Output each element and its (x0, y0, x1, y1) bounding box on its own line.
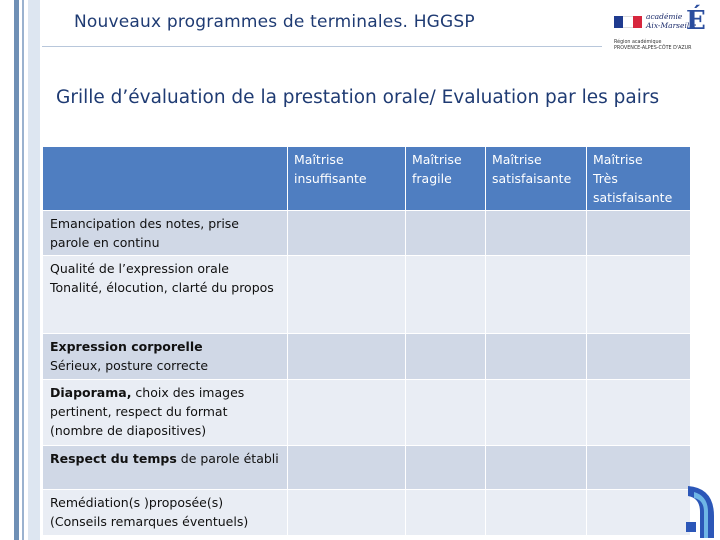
rating-cell[interactable] (406, 380, 486, 446)
header-title: Nouveaux programmes de terminales. HGGSP (74, 12, 475, 32)
table-row (43, 256, 691, 334)
column-header-tres-satisfaisante: Maîtrise Très satisfaisante (587, 147, 691, 211)
table-row (43, 490, 691, 536)
rating-cell[interactable] (587, 211, 691, 256)
table-row (43, 211, 691, 256)
rating-cell[interactable] (587, 334, 691, 380)
rating-cell[interactable] (288, 446, 406, 490)
table-row (43, 446, 691, 490)
table-row (43, 334, 691, 380)
header-divider (42, 46, 602, 47)
rating-cell[interactable] (288, 211, 406, 256)
grid-header-row (43, 147, 691, 211)
criterion-cell: Qualité de l’expression orale Tonalité, élocution, clarté du propos (43, 256, 288, 334)
column-header-fragile: Maîtrise fragile (406, 147, 486, 211)
page-heading: Grille d’évaluation de la prestation orale/ Evaluation par les pairs (56, 87, 660, 108)
grid-header-empty (43, 147, 288, 211)
decorative-bar (22, 0, 24, 540)
criterion-cell: Emancipation des notes, prise parole en continu (43, 211, 288, 256)
rating-cell[interactable] (288, 380, 406, 446)
rating-cell[interactable] (288, 256, 406, 334)
criterion-cell: Remédiation(s )proposée(s) (Conseils remarques éventuels) (43, 490, 288, 536)
french-flag-icon (614, 16, 642, 28)
rating-cell[interactable] (486, 256, 587, 334)
decorative-bar (14, 0, 19, 540)
column-header-satisfaisante: Maîtrise satisfaisante (486, 147, 587, 211)
column-header-insuffisante: Maîtrise insuffisante (288, 147, 406, 211)
rating-cell[interactable] (587, 256, 691, 334)
criterion-cell: Expression corporelle Sérieux, posture correcte (43, 334, 288, 380)
rating-cell[interactable] (486, 446, 587, 490)
rating-cell[interactable] (486, 490, 587, 536)
decorative-bar (28, 0, 40, 540)
corner-decoration-icon (674, 482, 718, 538)
region-label: Région académique PROVENCE-ALPES-CÔTE D'AZUR (614, 40, 692, 51)
criterion-cell: Diaporama, choix des images pertinent, respect du format (nombre de diapositives) (43, 380, 288, 446)
rating-cell[interactable] (406, 334, 486, 380)
academy-logo (612, 6, 712, 52)
table-row (43, 380, 691, 446)
rating-cell[interactable] (486, 334, 587, 380)
criterion-cell: Respect du temps de parole établi (43, 446, 288, 490)
academy-name: académie Aix-Marseille (646, 12, 697, 30)
rating-cell[interactable] (486, 211, 587, 256)
academy-e-icon: É (686, 6, 706, 36)
rating-cell[interactable] (406, 211, 486, 256)
evaluation-grid (42, 146, 691, 536)
rating-cell[interactable] (406, 256, 486, 334)
rating-cell[interactable] (587, 380, 691, 446)
rating-cell[interactable] (288, 490, 406, 536)
rating-cell[interactable] (486, 380, 587, 446)
rating-cell[interactable] (288, 334, 406, 380)
rating-cell[interactable] (406, 490, 486, 536)
rating-cell[interactable] (406, 446, 486, 490)
